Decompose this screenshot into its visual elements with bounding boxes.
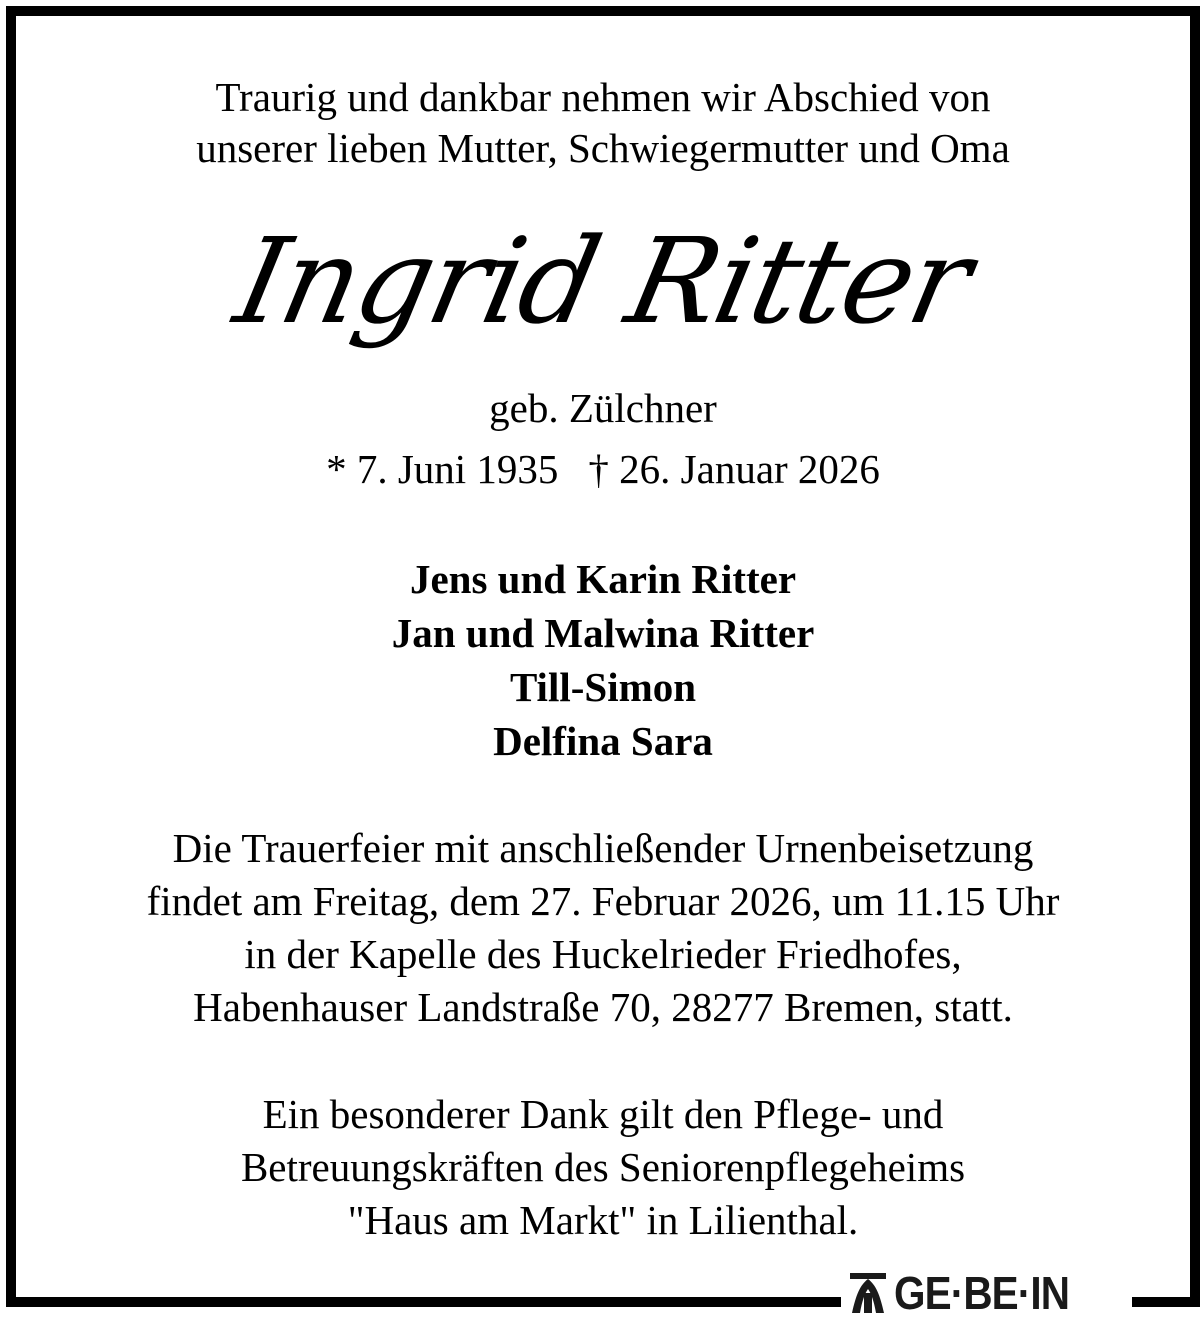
gebein-logo-icon (848, 1271, 888, 1315)
service-info (16, 822, 1190, 1034)
thanks-text (16, 1088, 1190, 1247)
gebein-logo-text: GE·BE·IN (894, 1267, 1070, 1319)
gebein-logo (848, 1268, 1093, 1318)
border-bottom-right (1132, 1297, 1190, 1307)
life-dates (16, 444, 1190, 494)
service-line: in der Kapelle des Huckelrieder Friedhofes, (244, 931, 962, 977)
thanks-line: "Haus am Markt" in Lilienthal. (347, 1197, 859, 1243)
death-date: † 26. Januar 2026 (588, 446, 880, 492)
thanks-line: Betreuungskräften des Seniorenpflegeheims (240, 1144, 966, 1190)
maiden-name: geb. Zülchner (489, 385, 717, 431)
family-line: Till-Simon (509, 664, 697, 710)
border-bottom-left (6, 1297, 841, 1307)
thanks-line: Ein besonderer Dank gilt den Pflege- und (262, 1091, 944, 1137)
family-names (16, 552, 1190, 768)
family-line: Jens und Karin Ritter (409, 556, 797, 602)
intro-text (16, 72, 1190, 174)
birth-date: * 7. Juni 1935 (326, 446, 559, 492)
service-line: Habenhauser Landstraße 70, 28277 Bremen, statt. (193, 984, 1013, 1030)
service-line: Die Trauerfeier mit anschließender Urnenbeisetzung (172, 825, 1034, 871)
deceased-name: Ingrid Ritter (224, 212, 982, 350)
service-line: findet am Freitag, dem 27. Februar 2026, um 11.15 Uhr (146, 878, 1060, 924)
intro-line: Traurig und dankbar nehmen wir Abschied von (215, 74, 991, 120)
intro-line: unserer lieben Mutter, Schwiegermutter und Oma (196, 125, 1010, 171)
family-line: Jan und Malwina Ritter (391, 610, 815, 656)
family-line: Delfina Sara (493, 718, 713, 764)
